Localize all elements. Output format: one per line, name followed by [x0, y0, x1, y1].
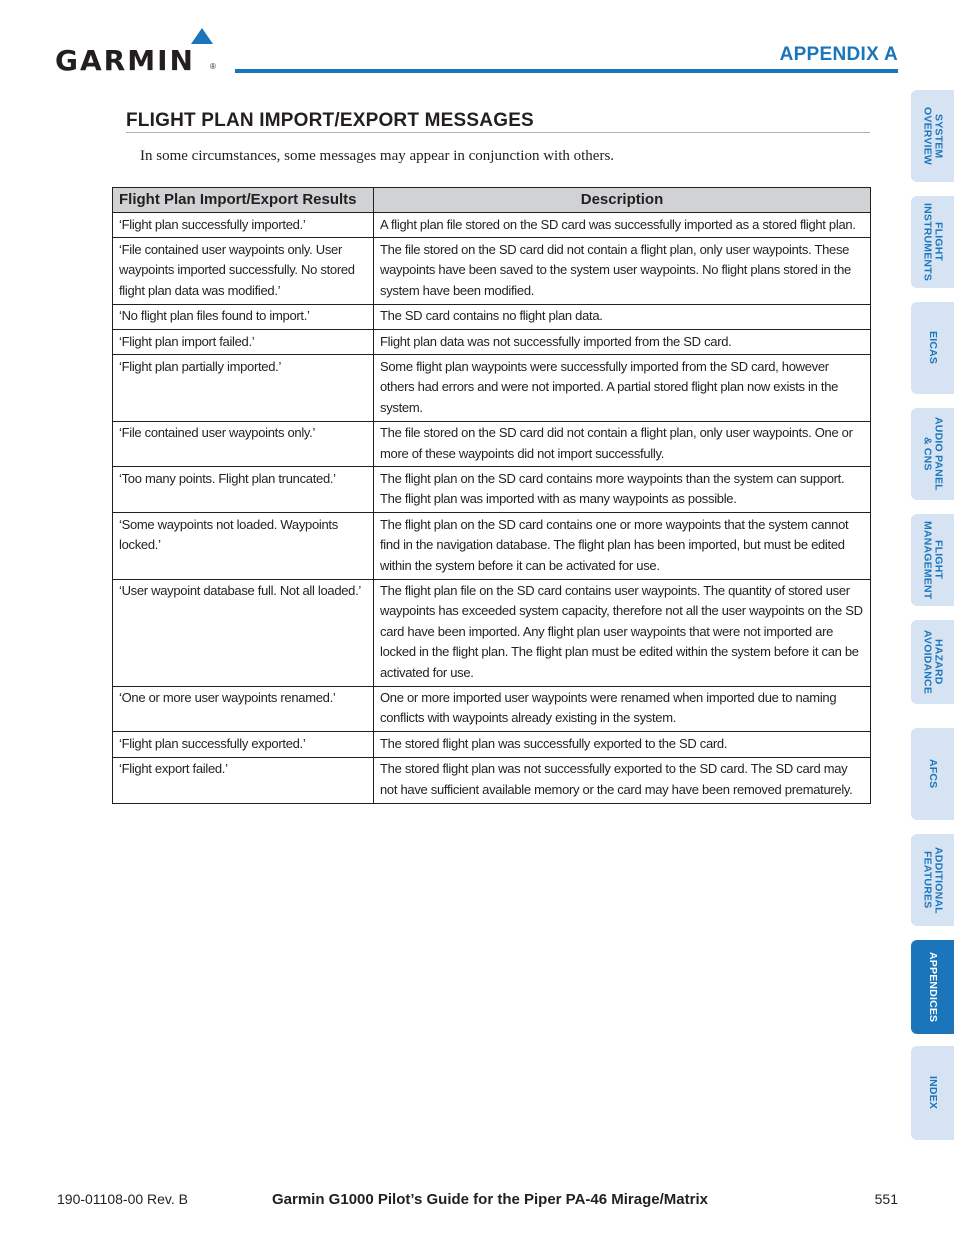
description-cell: The stored flight plan was successfully exported to the SD card.	[374, 732, 871, 757]
table-row	[113, 330, 871, 355]
header-rule	[235, 69, 898, 73]
side-tab-hazard-avoidance[interactable]	[911, 620, 954, 704]
side-tab-label: INDEX	[927, 1076, 939, 1110]
registered-mark-icon: ®	[210, 62, 216, 71]
logo-text: GARMIN	[55, 44, 195, 77]
side-tab-flight-management[interactable]	[911, 514, 954, 606]
side-tab-label: AFCS	[927, 759, 939, 789]
result-message-cell: ‘File contained user waypoints only. User waypoints imported successfully. No stored flight plan data was modified.’	[113, 238, 374, 304]
side-tab-system-overview[interactable]	[911, 90, 954, 182]
description-cell: Flight plan data was not successfully imported from the SD card.	[374, 330, 871, 355]
description-cell: The stored flight plan was not successfully exported to the SD card. The SD card may not have sufficient available memory or the card may have been removed prematurely.	[374, 757, 871, 803]
result-message-cell: ‘Flight plan successfully exported.’	[113, 732, 374, 757]
messages-table	[112, 187, 871, 804]
column-header-description: Description	[374, 188, 871, 213]
table-row	[113, 732, 871, 757]
side-tab-label: APPENDICES	[927, 951, 939, 1023]
description-cell: Some flight plan waypoints were successfully imported from the SD card, however others had errors and were not imported. A partial stored flight plan now exists in the system.	[374, 355, 871, 421]
result-message-cell: ‘One or more user waypoints renamed.’	[113, 686, 374, 732]
result-message-cell: ‘Flight plan successfully imported.’	[113, 213, 374, 238]
description-cell: The file stored on the SD card did not contain a flight plan, only user waypoints. One or more of these waypoints did not import successfully.	[374, 421, 871, 467]
table-row	[113, 467, 871, 513]
result-message-cell: ‘No flight plan files found to import.’	[113, 304, 374, 329]
side-tab-label: ADDITIONAL FEATURES	[921, 846, 945, 914]
description-cell: The file stored on the SD card did not contain a flight plan, only user waypoints. These waypoints have been saved to the system user waypoints. No flight plans stored in the system have been modified.	[374, 238, 871, 304]
side-tab-label: SYSTEM OVERVIEW	[921, 106, 945, 165]
table-row	[113, 579, 871, 686]
description-cell: One or more imported user waypoints were renamed when imported due to naming conflicts with waypoints already existing in the system.	[374, 686, 871, 732]
result-message-cell: ‘Flight export failed.’	[113, 757, 374, 803]
garmin-triangle-icon	[191, 28, 213, 44]
side-tab-audio-panel-cns[interactable]	[911, 408, 954, 500]
table-row	[113, 686, 871, 732]
appendix-label: APPENDIX A	[779, 44, 898, 65]
page-number: 551	[874, 1191, 898, 1207]
table-row	[113, 213, 871, 238]
result-message-cell: ‘Some waypoints not loaded. Waypoints locked.’	[113, 513, 374, 579]
side-tab-additional-features[interactable]	[911, 834, 954, 926]
table-body	[113, 213, 871, 804]
table-row	[113, 355, 871, 421]
table-row	[113, 513, 871, 579]
table-row	[113, 304, 871, 329]
column-header-results: Flight Plan Import/Export Results	[113, 188, 374, 213]
side-tab-label: EICAS	[927, 331, 939, 365]
description-cell: The flight plan on the SD card contains more waypoints than the system can support. The flight plan was imported with as many waypoints as possible.	[374, 467, 871, 513]
doc-number: 190-01108-00 Rev. B	[57, 1191, 189, 1207]
table-row	[113, 238, 871, 304]
table-row	[113, 757, 871, 803]
side-tab-index[interactable]	[911, 1046, 954, 1140]
table-header-row	[113, 188, 871, 213]
side-tab-flight-instruments[interactable]	[911, 196, 954, 288]
intro-paragraph: In some circumstances, some messages may appear in conjunction with others.	[140, 148, 615, 164]
guide-title: Garmin G1000 Pilot’s Guide for the Piper PA-46 Mirage/Matrix	[272, 1191, 708, 1208]
result-message-cell: ‘Flight plan import failed.’	[113, 330, 374, 355]
side-tab-label: FLIGHT INSTRUMENTS	[921, 202, 945, 282]
side-tab-label: AUDIO PANEL & CNS	[921, 417, 945, 491]
description-cell: A flight plan file stored on the SD card was successfully imported as a stored flight plan.	[374, 213, 871, 238]
result-message-cell: ‘Flight plan partially imported.’	[113, 355, 374, 421]
result-message-cell: ‘Too many points. Flight plan truncated.’	[113, 467, 374, 513]
result-message-cell: ‘User waypoint database full. Not all loaded.’	[113, 579, 374, 686]
result-message-cell: ‘File contained user waypoints only.’	[113, 421, 374, 467]
side-tab-appendices[interactable]	[911, 940, 954, 1034]
side-tab-afcs[interactable]	[911, 728, 954, 820]
side-tab-label: HAZARD AVOIDANCE	[921, 629, 945, 695]
table-row	[113, 421, 871, 467]
description-cell: The flight plan on the SD card contains one or more waypoints that the system cannot find in the navigation database. The flight plan has been imported, but must be edited within the system before it can be activated for use.	[374, 513, 871, 579]
title-rule	[126, 132, 870, 133]
description-cell: The SD card contains no flight plan data.	[374, 304, 871, 329]
section-title: FLIGHT PLAN IMPORT/EXPORT MESSAGES	[126, 110, 534, 131]
side-tab-eicas[interactable]	[911, 302, 954, 394]
description-cell: The flight plan file on the SD card contains user waypoints. The quantity of stored user waypoints has exceeded system capacity, therefore not all the user waypoints on the SD card have been imported. Any flight plan user waypoints that were not imported are locked in the flight plan. The flight plan must be edited within the system before it can be activated for use.	[374, 579, 871, 686]
garmin-logo	[55, 28, 230, 78]
side-tab-label: FLIGHT MANAGEMENT	[921, 520, 945, 600]
